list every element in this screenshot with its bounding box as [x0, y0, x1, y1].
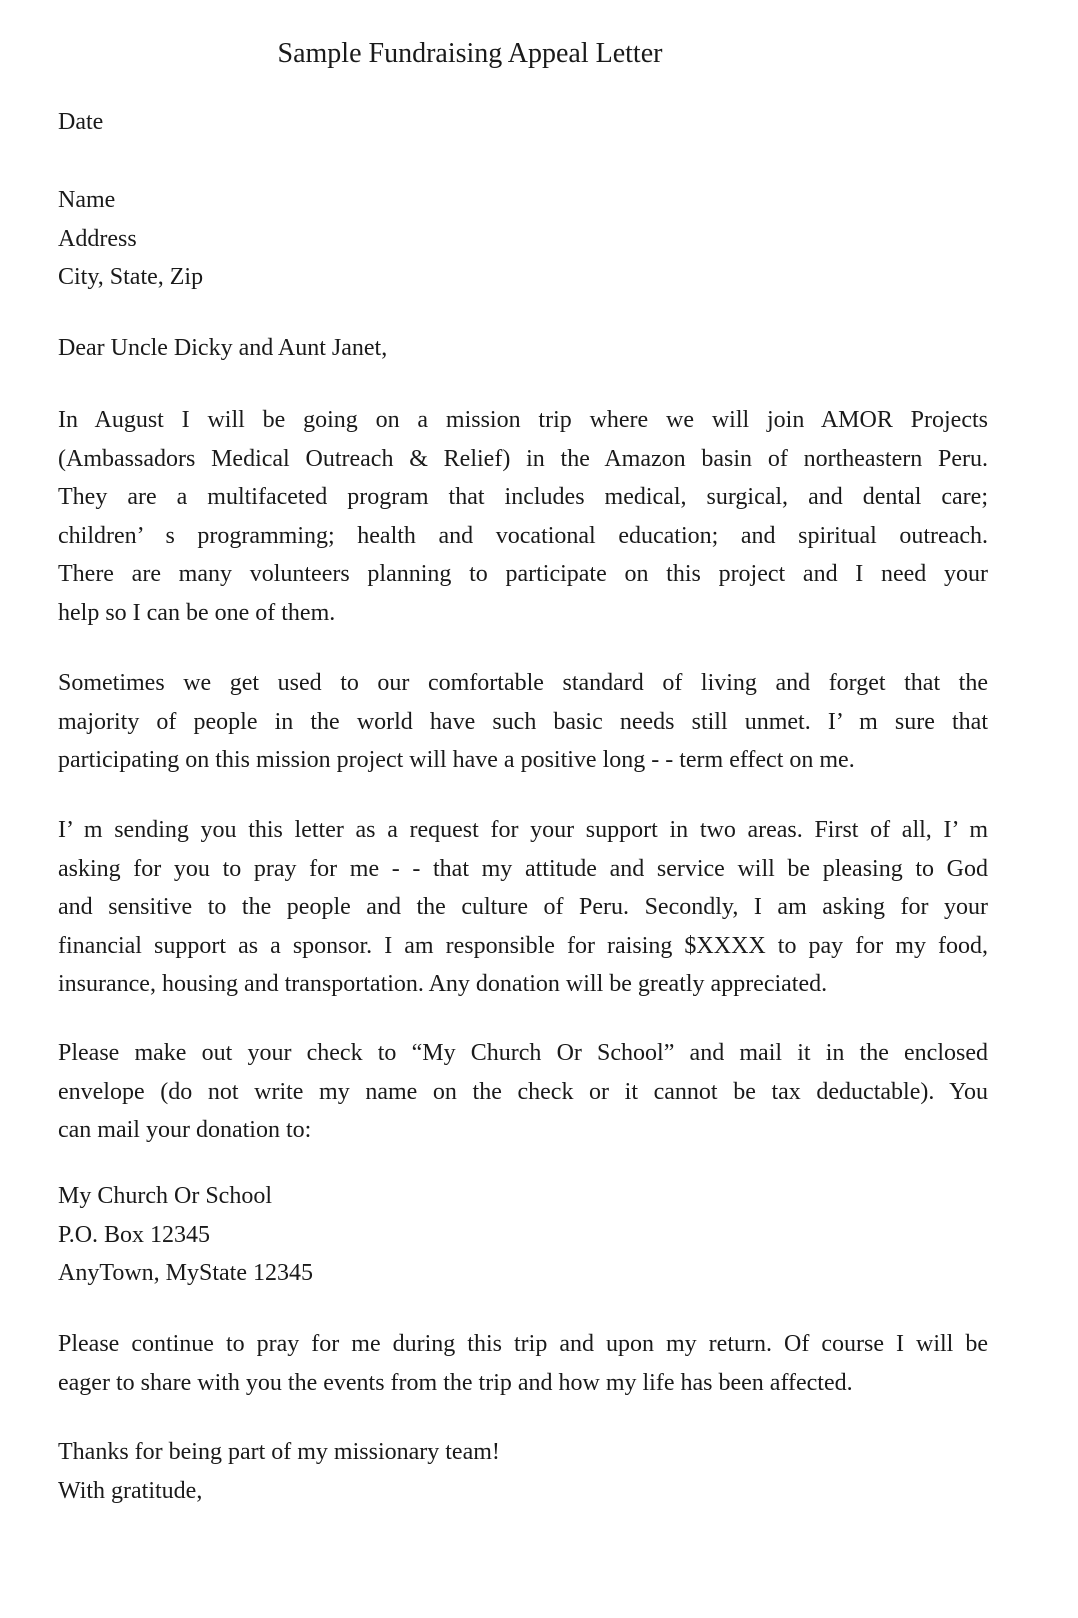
recipient-city-state-zip: City, State, Zip — [58, 264, 204, 290]
paragraph-mission-trip — [58, 401, 988, 632]
date-text: Date — [58, 109, 104, 135]
paragraph-line: I’ m sending you this letter as a request for your support in two areas. First of all, I’ m — [58, 817, 988, 843]
paragraph-line: There are many volunteers planning to participate on this project and I need your — [58, 561, 988, 587]
recipient-address — [58, 181, 988, 297]
paragraph-line: Sometimes we get used to our comfortable standard of living and forget that the — [58, 670, 988, 696]
paragraph-line: In August I will be going on a mission trip where we will join AMOR Projects — [58, 407, 988, 433]
paragraph-line: help so I can be one of them. — [58, 599, 336, 626]
closing-thanks: Thanks for being part of my missionary team! — [58, 1439, 500, 1465]
date-line — [58, 103, 988, 142]
paragraph-line: children’ s programming; health and vocational education; and spiritual outreach. — [58, 522, 988, 549]
paragraph-line: (Ambassadors Medical Outreach & Relief) in the Amazon basin of northeastern Peru. — [58, 445, 988, 472]
paragraph-line: Please make out your check to “My Church Or School” and mail it in the enclosed — [58, 1040, 988, 1066]
salutation-text: Dear Uncle Dicky and Aunt Janet, — [58, 335, 388, 361]
mailing-address-city: AnyTown, MyState 12345 — [58, 1260, 313, 1286]
letter-title: Sample Fundraising Appeal Letter — [277, 38, 663, 69]
mailing-address — [58, 1177, 988, 1293]
paragraph-line: participating on this mission project will have a positive long - - term effect on me. — [58, 747, 855, 773]
recipient-street: Address — [58, 225, 137, 252]
paragraph-line: eager to share with you the events from the trip and how my life has been affected. — [58, 1369, 853, 1396]
salutation — [58, 329, 988, 368]
paragraph-line: They are a multifaceted program that includes medical, surgical, and dental care; — [58, 484, 988, 510]
paragraph-pray-return — [58, 1325, 988, 1402]
mailing-address-name: My Church Or School — [58, 1183, 272, 1209]
paragraph-line: can mail your donation to: — [58, 1117, 312, 1143]
paragraph-check-instructions — [58, 1034, 988, 1150]
paragraph-line: Please continue to pray for me during this trip and upon my return. Of course I will be — [58, 1331, 988, 1357]
paragraph-line: and sensitive to the people and the culture of Peru. Secondly, I am asking for your — [58, 894, 988, 920]
paragraph-line: majority of people in the world have such basic needs still unmet. I’ m sure that — [58, 708, 988, 735]
paragraph-line: insurance, housing and transportation. Any donation will be greatly appreciated. — [58, 971, 828, 997]
paragraph-line: financial support as a sponsor. I am responsible for raising $XXXX to pay for my food, — [58, 932, 988, 959]
closing — [58, 1433, 988, 1510]
mailing-address-box: P.O. Box 12345 — [58, 1221, 211, 1248]
paragraph-line: asking for you to pray for me - - that my attitude and service will be pleasing to God — [58, 855, 988, 882]
closing-signoff: With gratitude, — [58, 1477, 203, 1504]
paragraph-basic-needs — [58, 664, 988, 780]
recipient-name: Name — [58, 187, 116, 213]
paragraph-support-request — [58, 811, 988, 1004]
paragraph-line: envelope (do not write my name on the check or it cannot be tax deductable). You — [58, 1078, 988, 1105]
